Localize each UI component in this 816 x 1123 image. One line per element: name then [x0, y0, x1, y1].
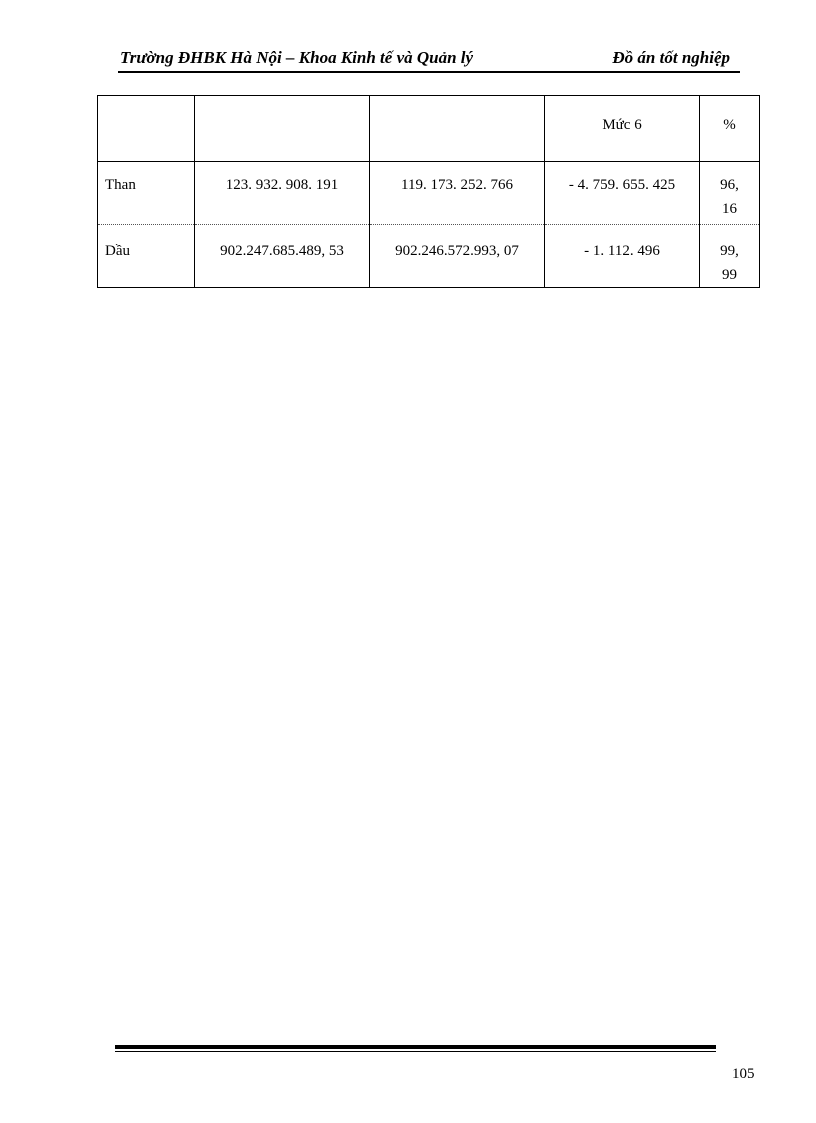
row-value-cell: 123. 932. 908. 191 [195, 162, 370, 225]
page-number: 105 [732, 1066, 755, 1082]
table-row [98, 225, 760, 288]
percent-line: 16 [722, 201, 737, 217]
footer-rule-thin [115, 1051, 716, 1052]
table-header-percent: % [700, 96, 760, 162]
percent-line: 96, [720, 177, 739, 193]
row-value-cell: 902.247.685.489, 53 [195, 225, 370, 288]
percent-line: 99 [722, 267, 737, 283]
table-header-cell [98, 96, 195, 162]
header-document-type: Đồ án tốt nghiệp [612, 48, 730, 67]
header-rule [118, 71, 740, 73]
row-percent-cell [700, 162, 760, 225]
table-header-row [98, 96, 760, 162]
row-value-cell: 119. 173. 252. 766 [370, 162, 545, 225]
row-name: Than [98, 162, 195, 225]
page-header [118, 48, 738, 72]
row-value-cell: 902.246.572.993, 07 [370, 225, 545, 288]
table-row [98, 162, 760, 225]
percent-line: 99, [720, 243, 739, 259]
row-difference-cell: - 1. 112. 496 [545, 225, 700, 288]
table-header-cell [195, 96, 370, 162]
table-header-cell [370, 96, 545, 162]
table-header-level: Mức 6 [545, 96, 700, 162]
row-name: Dầu [98, 225, 195, 288]
row-percent-cell [700, 225, 760, 288]
header-institution: Trường ĐHBK Hà Nội – Khoa Kinh tế và Quản lý [120, 48, 474, 67]
footer-rule [115, 1045, 716, 1049]
row-difference-cell: - 4. 759. 655. 425 [545, 162, 700, 225]
data-table [97, 95, 760, 288]
